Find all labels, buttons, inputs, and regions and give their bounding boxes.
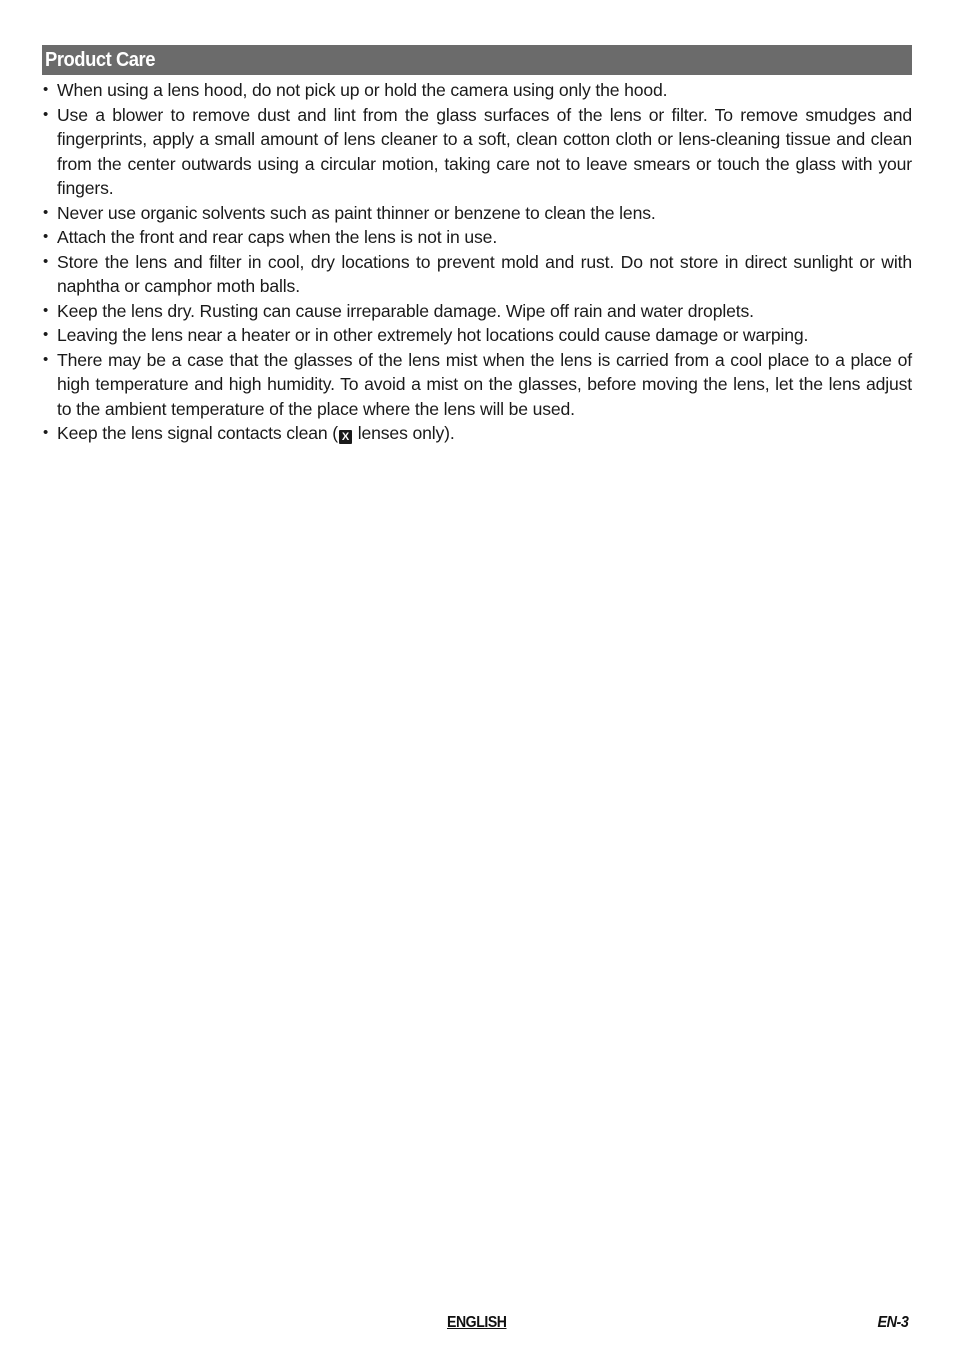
list-item [42, 250, 912, 299]
bullet-icon: • [43, 81, 49, 98]
list-item [42, 299, 912, 324]
list-item-text-after: lenses only). [353, 423, 455, 443]
list-item [42, 201, 912, 226]
bullet-icon: • [43, 252, 49, 270]
bullet-icon: • [43, 105, 49, 123]
x-mount-icon: X [339, 430, 352, 444]
list-item-text: Store the lens and filter in cool, dry locations to prevent mold and rust. Do not store in direct sunlight or with naphtha or camphor moth balls. [57, 251, 912, 296]
list-item-text: When using a lens hood, do not pick up or hold the camera using only the hood. [57, 80, 668, 100]
footer-language: ENGLISH [447, 1314, 507, 1331]
list-item-text: Attach the front and rear caps when the lens is not in use. [57, 227, 498, 247]
list-item-text: Never use organic solvents such as paint thinner or benzene to clean the lens. [57, 202, 656, 223]
list-item-text: Use a blower to remove dust and lint from the glass surfaces of the lens or filter. To remove smudges and fingerprints, apply a small amount of lens cleaner to a soft, clean cotton cloth or lens-cleaning tissue and clean from the center outwards using a circular motion, taking care not to leave smears or touch the glass with your fingers. [57, 104, 912, 198]
bullet-icon: • [43, 350, 49, 368]
list-item-text: There may be a case that the glasses of the lens mist when the lens is carried from a cool place to a place of high temperature and high humidity. To avoid a mist on the glasses, before moving the lens, let the lens adjust to the ambient temperature of the place where the lens will be used. [57, 349, 912, 419]
section-title: Product Care [45, 49, 156, 71]
list-item [42, 225, 912, 250]
list-item [42, 78, 912, 103]
section-header [42, 45, 912, 75]
list-item [42, 348, 912, 422]
bullet-icon: • [43, 228, 49, 245]
page-number: EN-3 [876, 1314, 908, 1331]
product-care-list [42, 78, 912, 446]
bullet-icon: • [43, 203, 49, 221]
list-item-text: Keep the lens dry. Rusting can cause irreparable damage. Wipe off rain and water droplets. [57, 300, 754, 321]
bullet-icon: • [43, 326, 49, 343]
list-item [42, 323, 912, 348]
bullet-icon: • [43, 424, 49, 441]
list-item [42, 103, 912, 201]
bullet-icon: • [43, 301, 49, 319]
list-item-text: Leaving the lens near a heater or in other extremely hot locations could cause damage or warping. [57, 325, 809, 345]
list-item-text-before: Keep the lens signal contacts clean ( [57, 423, 339, 443]
list-item [42, 421, 912, 446]
